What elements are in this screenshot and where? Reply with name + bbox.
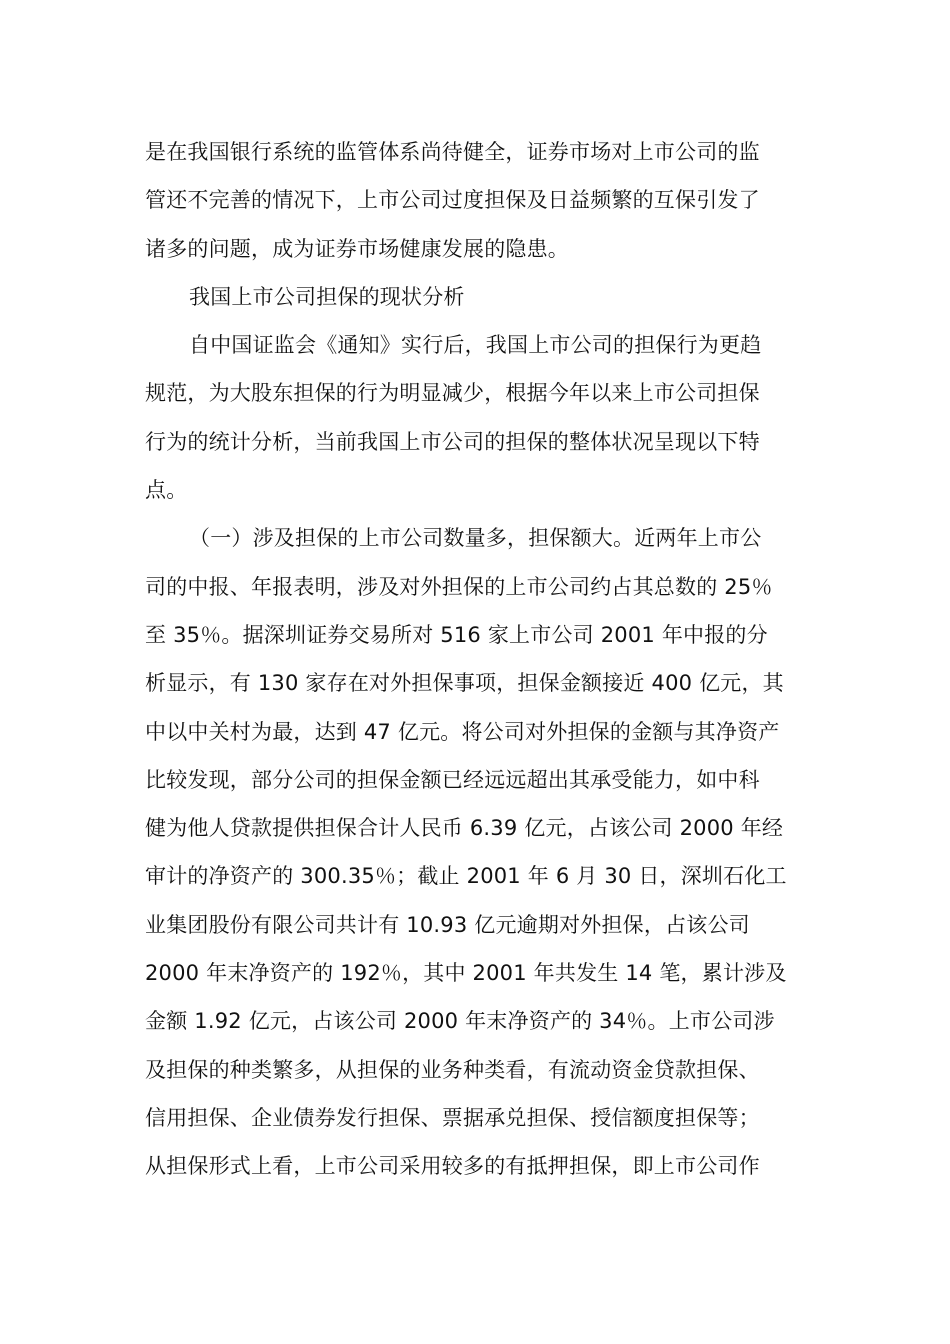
- text-line: 诸多的问题，成为证券市场健康发展的隐患。: [145, 236, 569, 261]
- text-line: 金额 1.92 亿元，占该公司 2000 年末净资产的 34％。上市公司涉: [145, 1009, 775, 1034]
- text-line: 是在我国银行系统的监管体系尚待健全，证券市场对上市公司的监: [145, 140, 760, 164]
- text-line: 业集团股份有限公司共计有 10.93 亿元逾期对外担保，占该公司: [145, 912, 750, 937]
- text-line: 司的中报、年报表明，涉及对外担保的上市公司约占其总数的 25％: [145, 574, 773, 599]
- text-line: 信用担保、企业债券发行担保、票据承兑担保、授信额度担保等；: [145, 1105, 760, 1130]
- text-line: 中以中关村为最，达到 47 亿元。将公司对外担保的金额与其净资产: [145, 719, 780, 744]
- text-line: 健为他人贷款提供担保合计人民币 6.39 亿元，占该公司 2000 年经: [145, 816, 784, 841]
- text-line: 比较发现，部分公司的担保金额已经远远超出其承受能力，如中科: [145, 767, 760, 792]
- text-line: 行为的统计分析，当前我国上市公司的担保的整体状况呈现以下特: [145, 429, 760, 454]
- text-line: （一）涉及担保的上市公司数量多，担保额大。近两年上市公: [189, 526, 762, 551]
- text-line: 2000 年末净资产的 192％，其中 2001 年共发生 14 笔，累计涉及: [145, 961, 787, 986]
- text-line: 及担保的种类繁多，从担保的业务种类看，有流动资金贷款担保、: [145, 1057, 760, 1082]
- text-line: 点。: [145, 478, 188, 503]
- section-heading: 我国上市公司担保的现状分析: [189, 284, 465, 309]
- text-line: 规范，为大股东担保的行为明显减少，根据今年以来上市公司担保: [145, 381, 760, 406]
- text-line: 审计的净资产的 300.35％；截止 2001 年 6 月 30 日，深圳石化工: [145, 864, 787, 889]
- body-text: [145, 128, 810, 1191]
- text-line: 至 35％。据深圳证券交易所对 516 家上市公司 2001 年中报的分: [145, 622, 768, 647]
- text-line: 自中国证监会《通知》实行后，我国上市公司的担保行为更趋: [189, 333, 762, 358]
- text-line: 管还不完善的情况下，上市公司过度担保及日益频繁的互保引发了: [145, 188, 760, 213]
- text-line: 从担保形式上看，上市公司采用较多的有抵押担保，即上市公司作: [145, 1154, 760, 1179]
- text-line: 析显示，有 130 家存在对外担保事项，担保金额接近 400 亿元，其: [145, 671, 784, 696]
